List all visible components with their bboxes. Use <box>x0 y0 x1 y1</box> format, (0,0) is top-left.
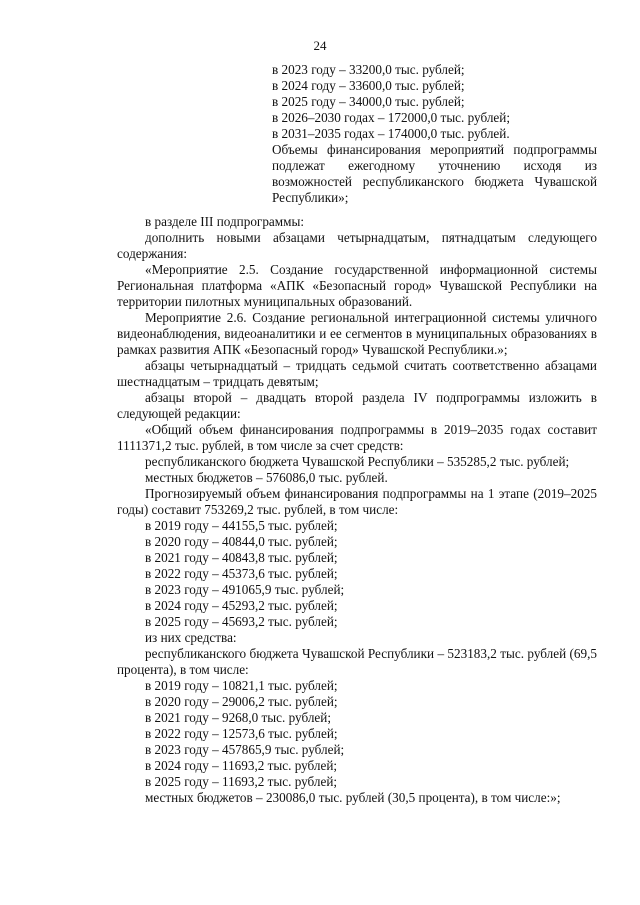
funding-line-2031-2035: в 2031–2035 годах – 174000,0 тыс. рублей. <box>272 126 510 141</box>
add-paragraphs-instruction: дополнить новыми абзацами четырнадцатым, пятнадцатым следующего содержания: <box>117 230 597 261</box>
republican-year-line: в 2024 году – 11693,2 тыс. рублей; <box>145 758 338 773</box>
funding-line-2024: в 2024 году – 33600,0 тыс. рублей; <box>272 78 465 93</box>
local-budgets-total: местных бюджетов – 576086,0 тыс. рублей. <box>145 470 388 485</box>
stage-1-year-line: в 2019 году – 44155,5 тыс. рублей; <box>145 518 338 533</box>
stage-1-local-budgets: местных бюджетов – 230086,0 тыс. рублей (30,5 процента), в том числе:»; <box>145 790 561 805</box>
page-number: 24 <box>313 38 327 53</box>
republican-year-line: в 2022 году – 12573,6 тыс. рублей; <box>145 726 338 741</box>
republican-year-line: в 2021 году – 9268,0 тыс. рублей; <box>145 710 331 725</box>
total-funding-paragraph: «Общий объем финансирования подпрограммы в 2019–2035 годах составит 1111371,2 тыс. рублей, в том числе за счет средств: <box>117 422 597 453</box>
section-iii-heading: в разделе III подпрограммы: <box>145 214 305 229</box>
main-text-block <box>117 214 597 806</box>
stage-1-year-line: в 2024 году – 45293,2 тыс. рублей; <box>145 598 338 613</box>
renumber-paragraphs-instruction: абзацы четырнадцатый – тридцать седьмой считать соответственно абзацами шестнадцатым – тридцать девятым; <box>117 358 597 389</box>
section-iv-instruction: абзацы второй – двадцать второй раздела IV подпрограммы изложить в следующей редакции: <box>117 390 597 421</box>
republican-year-line: в 2019 году – 10821,1 тыс. рублей; <box>145 678 338 693</box>
funding-note-paragraph: Объемы финансирования мероприятий подпрограммы подлежат ежегодному уточнению исходя из возможностей республиканского бюджета Чувашской Республики»; <box>272 142 597 205</box>
republican-year-line: в 2023 году – 457865,9 тыс. рублей; <box>145 742 345 757</box>
stage-1-year-line: в 2020 году – 40844,0 тыс. рублей; <box>145 534 338 549</box>
measure-2-5-paragraph: «Мероприятие 2.5. Создание государственной информационной системы Региональная платформа «АПК «Безопасный город» Чувашской Республики на территории пилотных муниципальных образований. <box>117 262 597 309</box>
stage-1-year-line: в 2022 году – 45373,6 тыс. рублей; <box>145 566 338 581</box>
of-which-funds-label: из них средства: <box>145 630 237 645</box>
republican-year-line: в 2025 году – 11693,2 тыс. рублей; <box>145 774 338 789</box>
stage-1-year-line: в 2021 году – 40843,8 тыс. рублей; <box>145 550 338 565</box>
republican-year-line: в 2020 году – 29006,2 тыс. рублей; <box>145 694 338 709</box>
right-column-block <box>272 62 597 206</box>
funding-line-2025: в 2025 году – 34000,0 тыс. рублей; <box>272 94 465 109</box>
funding-line-2026-2030: в 2026–2030 годах – 172000,0 тыс. рублей; <box>272 110 510 125</box>
republican-budget-total: республиканского бюджета Чувашской Республики – 535285,2 тыс. рублей; <box>145 454 570 469</box>
stage-1-republican-budget: республиканского бюджета Чувашской Республики – 523183,2 тыс. рублей (69,5 процента), в том числе: <box>117 646 597 677</box>
stage-1-year-line: в 2023 году – 491065,9 тыс. рублей; <box>145 582 345 597</box>
stage-1-year-line: в 2025 году – 45693,2 тыс. рублей; <box>145 614 338 629</box>
stage-1-funding-paragraph: Прогнозируемый объем финансирования подпрограммы на 1 этапе (2019–2025 годы) составит 753269,2 тыс. рублей, в том числе: <box>117 486 597 517</box>
funding-line-2023: в 2023 году – 33200,0 тыс. рублей; <box>272 62 465 77</box>
measure-2-6-paragraph: Мероприятие 2.6. Создание региональной интеграционной системы уличного видеонаблюдения, видеоаналитики и ее сегментов в муниципальных образованиях в рамках развития АПК «Безопасный город» Чувашской Республики.»; <box>117 310 597 357</box>
